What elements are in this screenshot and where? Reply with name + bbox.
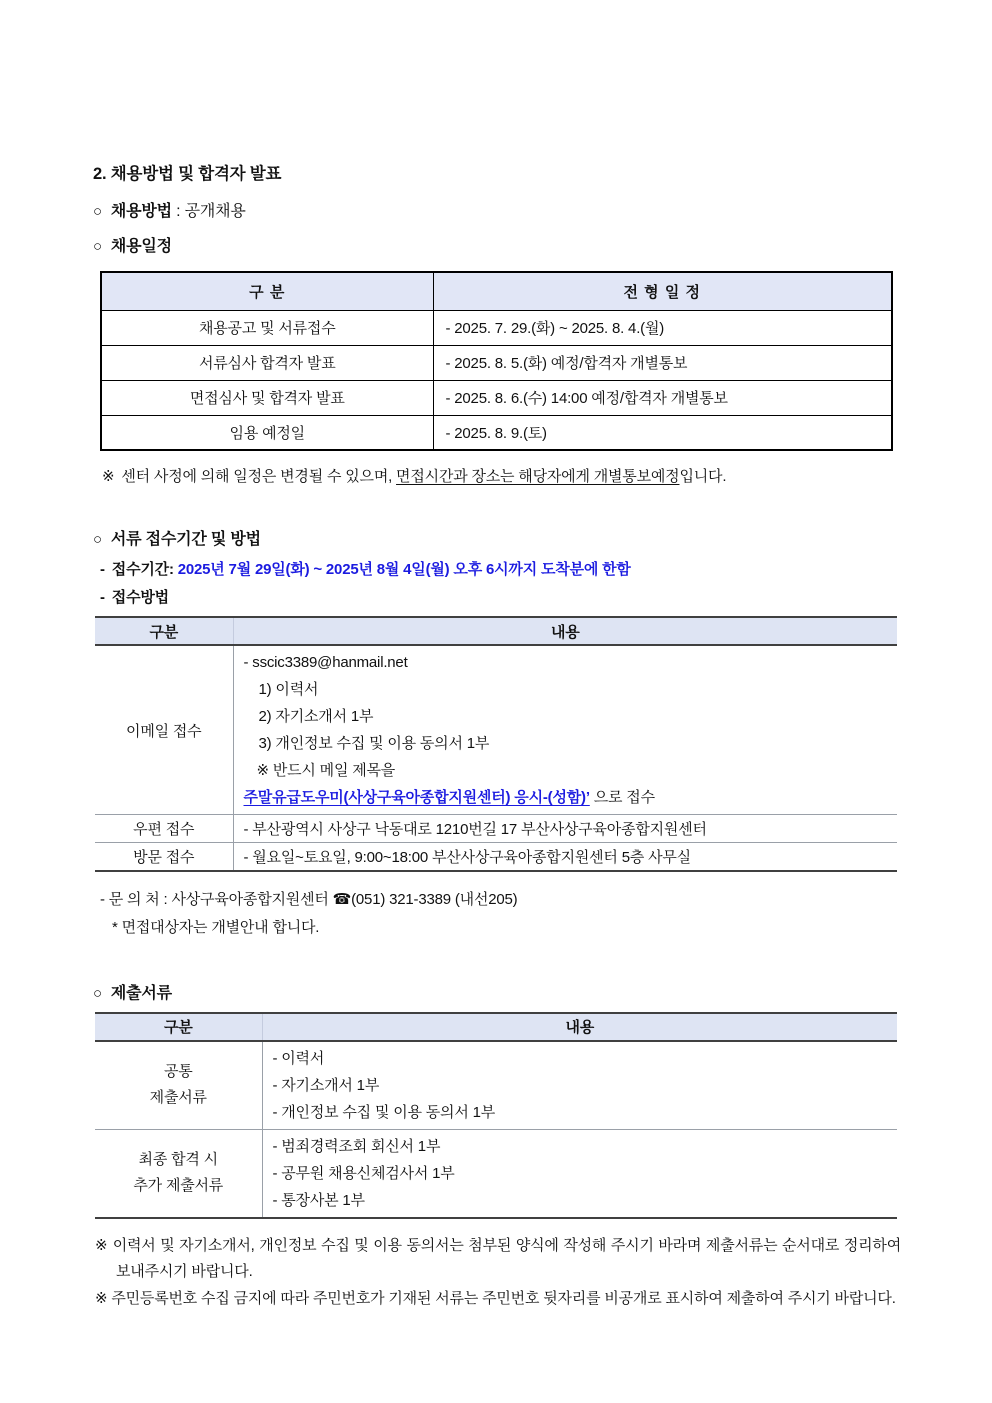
email-address-line: - sscic3389@hanmail.net <box>243 654 408 671</box>
docs-col-header-content: 내용 <box>262 1013 897 1041</box>
contact-prefix: - 문 의 처 : 사상구육아종합지원센터 <box>100 890 333 908</box>
email-note-line: ※ 반드시 메일 제목을 <box>256 762 396 779</box>
apply-period-value: 2025년 7월 29일(화) ~ 2025년 8월 4일(월) 오후 6시까지 도착분에 한함 <box>177 561 631 578</box>
schedule-heading <box>93 233 897 256</box>
docs-label-cell <box>95 1129 262 1218</box>
email-subject-suffix: 으로 접수 <box>589 789 655 806</box>
required-documents-table <box>95 1012 897 1219</box>
table-row-visit <box>95 843 897 871</box>
docs-label-line: 공통 <box>163 1063 193 1080</box>
table-row-final-docs <box>95 1129 897 1218</box>
docs-table-header-row <box>95 1013 897 1041</box>
method-content-cell <box>233 645 897 815</box>
method-label-cell: 이메일 접수 <box>95 645 233 815</box>
schedule-category-cell: 면접심사 및 합격자 발표 <box>101 380 433 415</box>
apply-heading-label: 서류 접수기간 및 방법 <box>110 531 261 548</box>
schedule-note <box>102 466 897 488</box>
email-item-line: 2) 자기소개서 1부 <box>258 708 374 725</box>
recruit-method-label: 채용방법 <box>110 203 172 220</box>
table-row-email <box>95 645 897 815</box>
docs-heading-label: 제출서류 <box>110 984 172 1002</box>
docs-label-line: 최종 합격 시 <box>138 1151 218 1168</box>
method-content-cell: - 월요일~토요일, 9:00~18:00 부산사상구육아종합지원센터 5층 사무실 <box>233 843 897 871</box>
table-row <box>101 415 892 450</box>
doc-item: - 이력서 <box>272 1049 325 1067</box>
schedule-category-cell: 채용공고 및 서류접수 <box>101 310 433 345</box>
doc-item: - 통장사본 1부 <box>272 1191 365 1209</box>
schedule-note-suffix: 입니다. <box>679 468 727 485</box>
reception-method-table <box>95 616 897 872</box>
schedule-col-header-category: 구 분 <box>101 272 433 310</box>
footnote-privacy: ※ 주민등록번호 수집 금지에 따라 주민번호가 기재된 서류는 주민번호 뒷자리를 비공개로 표시하여 제출하여 주시기 바랍니다. <box>95 1289 896 1307</box>
recruit-method-value: 공개채용 <box>184 203 246 220</box>
footnote-documents: ※ 이력서 및 자기소개서, 개인정보 수집 및 이용 동의서는 첨부된 양식에 작성해 주시기 바라며 제출서류는 순서대로 정리하여 보내주시기 바랍니다. <box>95 1236 901 1280</box>
apply-method-line <box>100 586 897 607</box>
schedule-detail-cell: - 2025. 7. 29.(화) ~ 2025. 8. 4.(월) <box>433 310 892 345</box>
docs-label-line: 제출서류 <box>149 1089 207 1106</box>
schedule-note-text: 센터 사정에 의해 일정은 변경될 수 있으며, <box>121 468 397 485</box>
circle-bullet-icon: ○ <box>93 984 102 1002</box>
dash-bullet-icon: - <box>100 589 105 606</box>
table-row-mail <box>95 815 897 843</box>
email-subject-line <box>244 784 888 811</box>
apply-heading <box>93 526 897 549</box>
schedule-detail-cell: - 2025. 8. 9.(토) <box>433 415 892 450</box>
page-title: 2. 채용방법 및 합격자 발표 <box>93 165 282 183</box>
circle-bullet-icon: ○ <box>93 238 102 255</box>
footnotes <box>95 1233 901 1312</box>
method-label-cell: 우편 접수 <box>95 815 233 843</box>
schedule-col-header-dates: 전 형 일 정 <box>433 272 892 310</box>
recruit-method-line <box>93 198 897 221</box>
method-col-header-category: 구분 <box>95 617 233 645</box>
circle-bullet-icon: ○ <box>93 203 102 220</box>
email-subject-highlight: 주말유급도우미(사상구육아종합지원센터) 응시-(성함)’ <box>243 789 590 806</box>
docs-heading <box>93 980 897 1003</box>
method-content-cell: - 부산광역시 사상구 낙동대로 1210번길 17 부산사상구육아종합지원센터 <box>233 815 897 843</box>
schedule-category-cell: 서류심사 합격자 발표 <box>101 345 433 380</box>
interview-notice: * 면접대상자는 개별안내 합니다. <box>112 918 320 936</box>
email-item-line: 3) 개인정보 수집 및 이용 동의서 1부 <box>258 735 490 752</box>
phone-icon: ☎ <box>332 890 352 908</box>
doc-item: - 범죄경력조회 회신서 1부 <box>272 1137 441 1155</box>
table-row <box>101 310 892 345</box>
schedule-table-header-row <box>101 272 892 310</box>
schedule-category-cell: 임용 예정일 <box>101 415 433 450</box>
doc-item: - 공무원 채용신체검사서 1부 <box>272 1164 455 1182</box>
schedule-note-underlined: 면접시간과 장소는 해당자에게 개별통보예정 <box>396 468 680 485</box>
docs-label-cell <box>95 1041 262 1130</box>
apply-period-label: 접수기간: <box>111 561 174 578</box>
contact-line <box>100 889 897 911</box>
table-row <box>101 380 892 415</box>
docs-label-line: 추가 제출서류 <box>133 1177 224 1194</box>
doc-item: - 개인정보 수집 및 이용 동의서 1부 <box>272 1103 496 1121</box>
apply-method-label: 접수방법 <box>111 589 169 606</box>
docs-content-cell <box>262 1041 897 1130</box>
docs-col-header-category: 구분 <box>95 1013 262 1041</box>
schedule-detail-cell: - 2025. 8. 6.(수) 14:00 예정/합격자 개별통보 <box>433 380 892 415</box>
method-table-header-row <box>95 617 897 645</box>
apply-period-line <box>100 558 897 579</box>
schedule-table <box>100 271 893 451</box>
method-label-cell: 방문 접수 <box>95 843 233 871</box>
email-item-line: 1) 이력서 <box>258 681 319 698</box>
schedule-heading-label: 채용일정 <box>110 238 172 255</box>
method-col-header-content: 내용 <box>233 617 897 645</box>
table-row <box>101 345 892 380</box>
doc-item: - 자기소개서 1부 <box>272 1076 380 1094</box>
schedule-detail-cell: - 2025. 8. 5.(화) 예정/합격자 개별통보 <box>433 345 892 380</box>
table-row-common-docs <box>95 1041 897 1130</box>
circle-bullet-icon: ○ <box>93 531 102 548</box>
docs-content-cell <box>262 1129 897 1218</box>
recruit-method-separator: : <box>171 203 185 220</box>
contact-number: (051) 321-3389 (내선205) <box>351 890 518 908</box>
reference-mark-icon: ※ <box>102 468 115 485</box>
dash-bullet-icon: - <box>100 561 105 578</box>
